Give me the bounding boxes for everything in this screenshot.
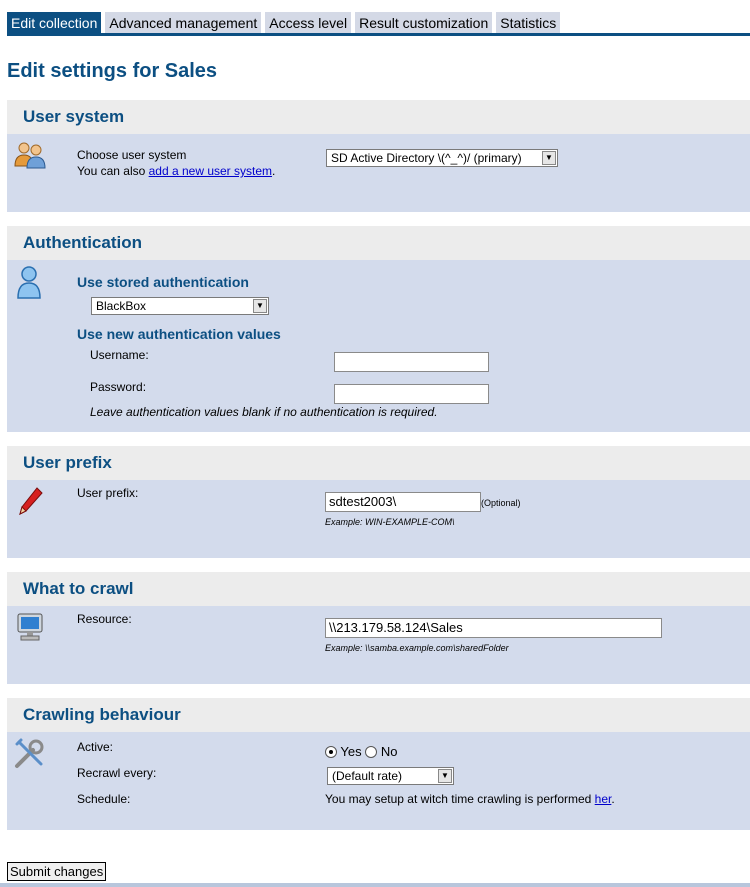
add-user-system-line xyxy=(77,164,275,178)
section-body xyxy=(7,480,750,558)
stored-auth-heading: Use stored authentication xyxy=(77,274,249,290)
stored-auth-select[interactable] xyxy=(91,297,269,315)
tab-access-level[interactable]: Access level xyxy=(265,12,351,34)
recrawl-label: Recrawl every: xyxy=(77,766,157,780)
resource-example: Example: \\samba.example.com\sharedFolder xyxy=(325,643,509,653)
choose-user-system-label: Choose user system xyxy=(77,148,187,162)
period: . xyxy=(611,792,615,806)
tab-row xyxy=(7,12,560,34)
section-body xyxy=(7,732,750,830)
tab-bar xyxy=(0,0,750,36)
section-body xyxy=(7,606,750,684)
add-user-system-link[interactable]: add a new user system xyxy=(148,164,273,178)
user-icon xyxy=(16,265,42,299)
tab-edit-collection[interactable]: Edit collection xyxy=(7,12,101,34)
recrawl-select[interactable] xyxy=(327,767,454,785)
chevron-down-icon: ▼ xyxy=(253,299,267,313)
active-no-radio[interactable] xyxy=(365,746,377,758)
section-body xyxy=(7,134,750,212)
tab-advanced-management[interactable]: Advanced management xyxy=(105,12,261,34)
chevron-down-icon: ▼ xyxy=(438,769,452,783)
user-prefix-example: Example: WIN-EXAMPLE-COM\ xyxy=(325,517,455,527)
active-label: Active: xyxy=(77,740,114,754)
password-field[interactable] xyxy=(334,384,489,404)
section-heading: Crawling behaviour xyxy=(7,698,750,732)
username-label: Username: xyxy=(90,348,149,362)
section-user-system xyxy=(7,100,750,212)
section-heading: Authentication xyxy=(7,226,750,260)
section-user-prefix xyxy=(7,446,750,558)
user-prefix-label: User prefix: xyxy=(77,486,139,500)
page-title: Edit settings for Sales xyxy=(7,60,218,82)
tab-statistics[interactable]: Statistics xyxy=(496,12,560,34)
schedule-text-line xyxy=(325,792,615,806)
active-radio-group xyxy=(325,744,397,759)
resource-input[interactable]: \\213.179.58.124\Sales xyxy=(325,618,662,638)
tab-underline xyxy=(7,33,750,36)
pen-icon xyxy=(17,486,43,516)
active-yes-radio[interactable] xyxy=(325,746,337,758)
resource-label: Resource: xyxy=(77,612,132,626)
section-crawling-behaviour xyxy=(7,698,750,830)
schedule-label: Schedule: xyxy=(77,792,131,806)
user-system-select[interactable] xyxy=(326,149,558,167)
stored-auth-selected: BlackBox xyxy=(96,299,147,313)
tab-result-customization[interactable]: Result customization xyxy=(355,12,492,34)
section-authentication xyxy=(7,226,750,432)
user-prefix-input[interactable]: sdtest2003\ xyxy=(325,492,481,512)
new-auth-heading: Use new authentication values xyxy=(77,326,281,342)
user-system-selected: SD Active Directory \(^_^)/ (primary) xyxy=(331,151,522,165)
optional-note: (Optional) xyxy=(481,498,521,508)
schedule-link[interactable]: her xyxy=(594,792,612,806)
section-what-to-crawl xyxy=(7,572,750,684)
recrawl-selected: (Default rate) xyxy=(332,769,403,783)
section-heading: User prefix xyxy=(7,446,750,480)
also-text: You can also xyxy=(77,164,149,178)
users-icon xyxy=(12,140,46,170)
password-label: Password: xyxy=(90,380,147,394)
username-field[interactable] xyxy=(334,352,489,372)
section-heading: User system xyxy=(7,100,750,134)
schedule-text: You may setup at witch time crawling is performed xyxy=(325,792,595,806)
tools-icon xyxy=(13,738,45,770)
chevron-down-icon: ▼ xyxy=(542,151,556,165)
active-yes-label: Yes xyxy=(340,744,362,759)
section-body xyxy=(7,260,750,432)
monitor-icon xyxy=(16,612,44,642)
period: . xyxy=(272,164,276,178)
bottom-border xyxy=(0,883,750,887)
auth-note: Leave authentication values blank if no authentication is required. xyxy=(90,405,438,419)
submit-changes-button[interactable]: Submit changes xyxy=(7,862,106,881)
active-no-label: No xyxy=(380,744,398,759)
section-heading: What to crawl xyxy=(7,572,750,606)
